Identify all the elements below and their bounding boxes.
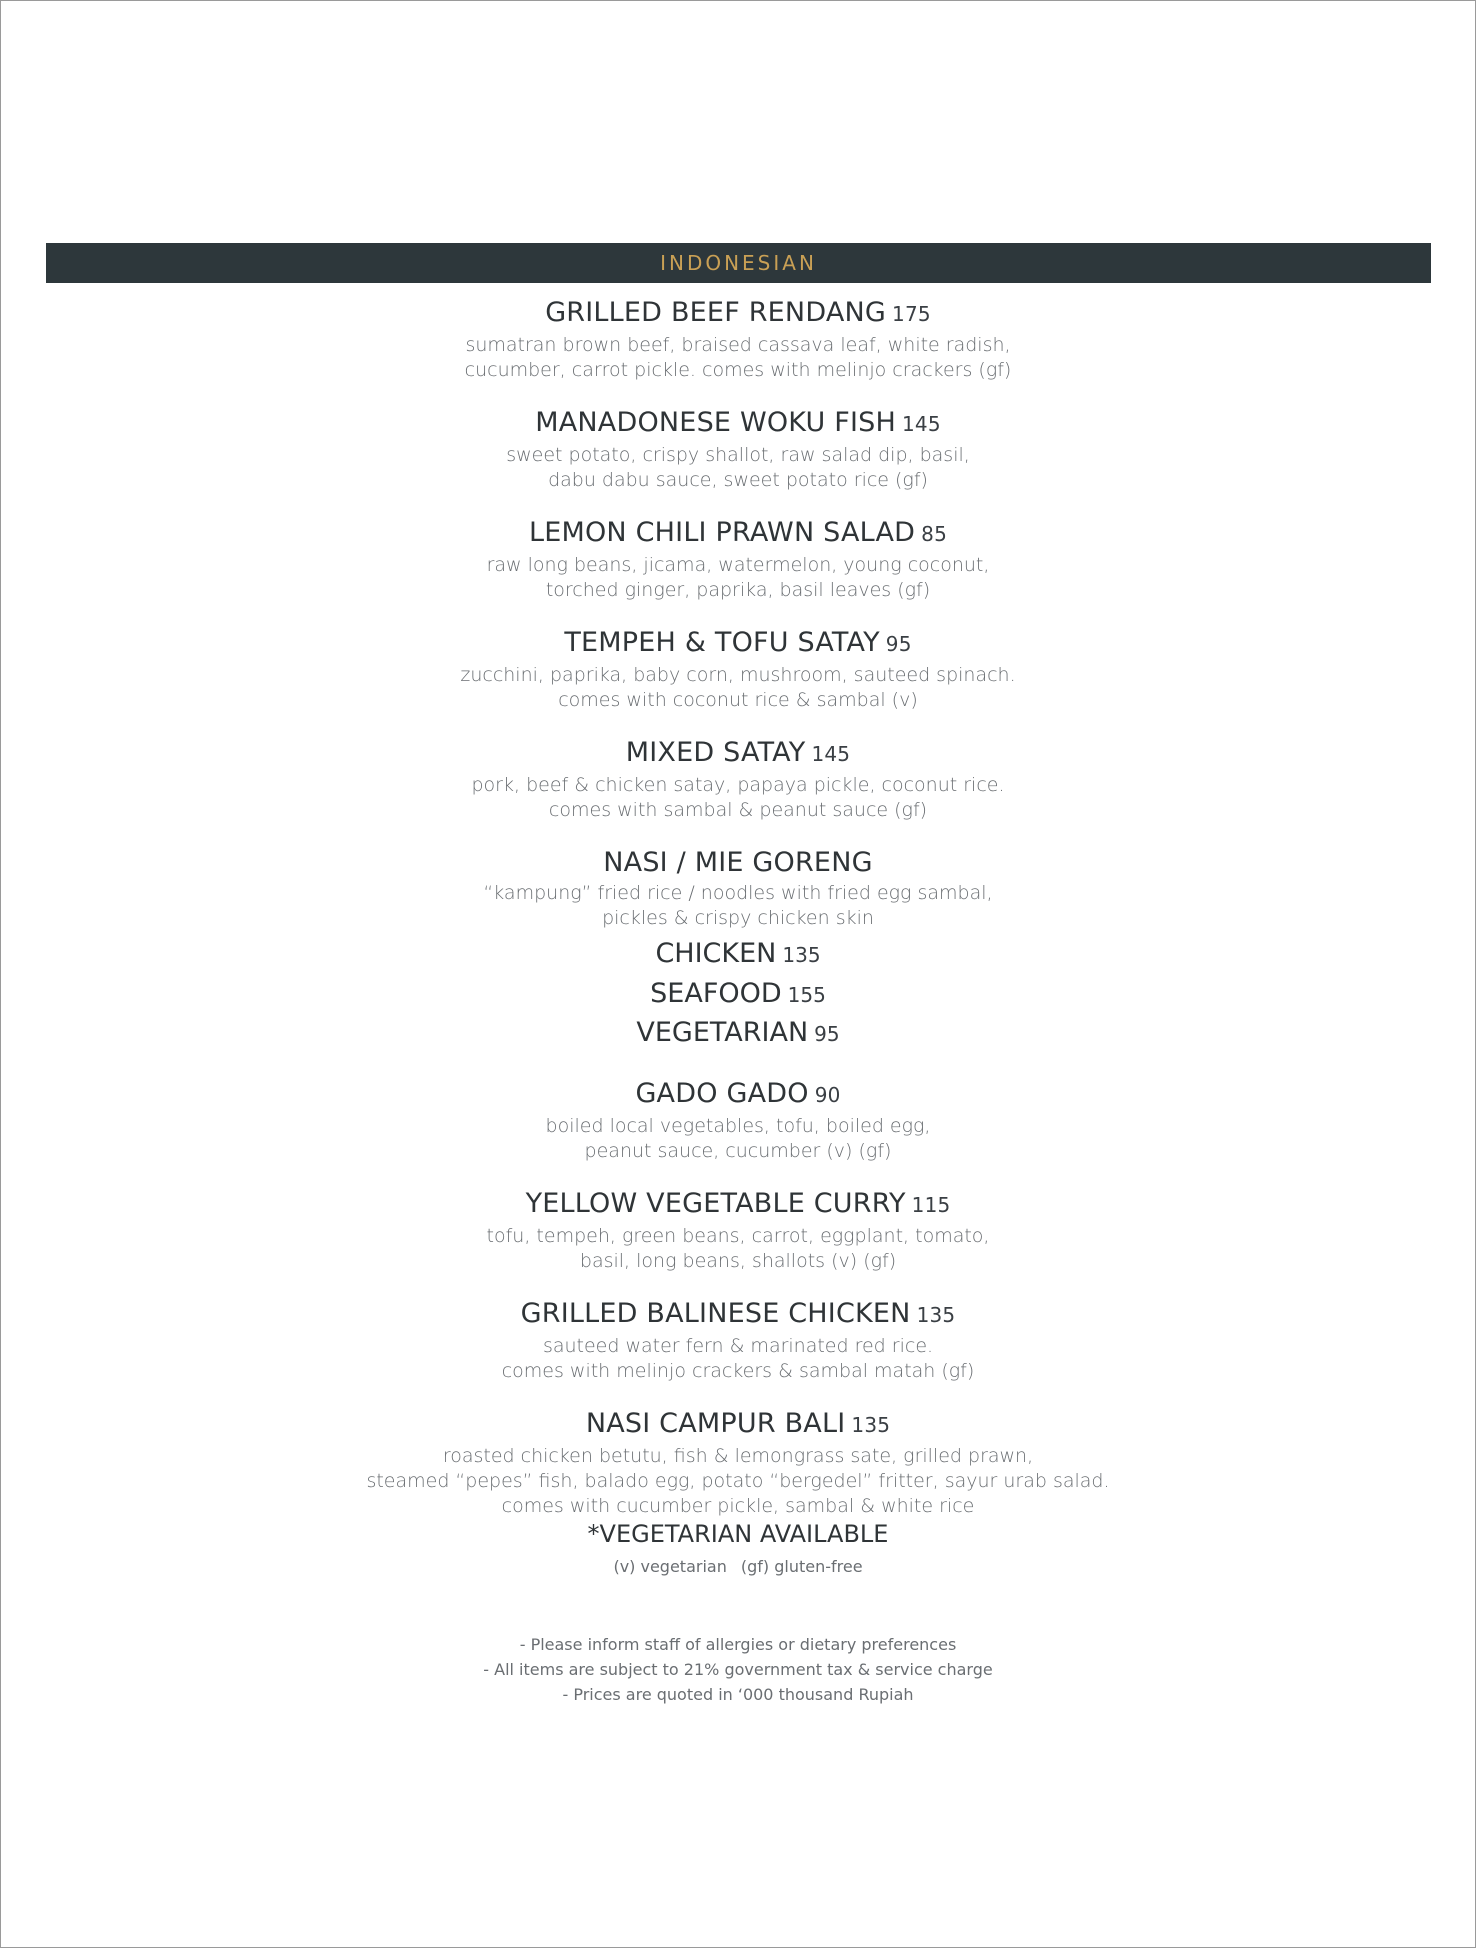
footer-note-line: - Please inform staff of allergies or dietary preferences xyxy=(519,1635,957,1654)
variant-price: 155 xyxy=(787,982,826,1007)
menu-item xyxy=(0,1405,1476,1550)
menu-item-price: 90 xyxy=(814,1082,841,1107)
menu-item-description-line: torched ginger, paprika, basil leaves (gf) xyxy=(545,579,931,601)
menu-item-description-line: steamed “pepes” fish, balado egg, potato “bergedel” fritter, sayur urab salad. xyxy=(366,1469,1110,1492)
menu-item-heading xyxy=(0,624,1476,663)
menu-item-description-line: boiled local vegetables, tofu, boiled egg, xyxy=(545,1114,931,1137)
legend-vegetarian: (v) vegetarian xyxy=(613,1557,727,1576)
menu-item-price: 145 xyxy=(811,742,851,766)
menu-item-heading xyxy=(0,844,1476,881)
menu-item-description-line: pork, beef & chicken satay, papaya pickle, coconut rice. xyxy=(471,774,1005,796)
menu-item-description-line: cucumber, carrot pickle. comes with melinjo crackers (gf) xyxy=(464,359,1012,381)
dietary-legend xyxy=(0,1557,1476,1576)
menu-item-price: 135 xyxy=(851,1412,891,1437)
legend-gluten-free: (gf) gluten-free xyxy=(740,1557,863,1576)
menu-item-heading xyxy=(0,734,1476,773)
section-title: INDONESIAN xyxy=(660,251,817,275)
menu-item-price: 115 xyxy=(911,1192,951,1217)
menu-item-description-line: comes with melinjo crackers & sambal matah (gf) xyxy=(501,1359,975,1382)
menu-item-description-line: comes with cucumber pickle, sambal & white rice xyxy=(501,1494,975,1517)
menu-item-name: TEMPEH & TOFU SATAY xyxy=(564,627,880,658)
menu-item-description-line: sweet potato, crispy shallot, raw salad dip, basil, xyxy=(506,444,970,466)
menu-item-price: 85 xyxy=(921,522,948,546)
menu-item-description-line: roasted chicken betutu, fish & lemongrass sate, grilled prawn, xyxy=(442,1444,1034,1467)
menu-item-name: MANADONESE WOKU FISH xyxy=(535,407,896,438)
variant-name: SEAFOOD xyxy=(650,977,782,1009)
menu-item-description-line: basil, long beans, shallots (v) (gf) xyxy=(579,1249,897,1272)
variant-price: 135 xyxy=(782,943,821,967)
menu-item-name: GADO GADO xyxy=(635,1077,809,1109)
menu-item-name: NASI / MIE GORENG xyxy=(603,847,873,878)
menu-item-description-line: pickles & crispy chicken skin xyxy=(602,907,874,929)
menu-item-name: GRILLED BALINESE CHICKEN xyxy=(520,1297,911,1329)
menu-item-description-line: tofu, tempeh, green beans, carrot, eggplant, tomato, xyxy=(486,1224,990,1247)
variant-name: VEGETARIAN xyxy=(636,1017,809,1048)
footer-note-line: - All items are subject to 21% government tax & service charge xyxy=(483,1660,993,1679)
menu-item-name: MIXED SATAY xyxy=(625,737,806,768)
menu-item-price: 135 xyxy=(916,1302,956,1327)
menu-item-description-line: raw long beans, jicama, watermelon, young coconut, xyxy=(486,554,990,576)
menu-item-variants xyxy=(0,935,1476,1054)
menu-item xyxy=(0,1295,1476,1384)
menu-item-description-line: comes with coconut rice & sambal (v) xyxy=(558,689,918,711)
menu-item-description-line: peanut sauce, cucumber (v) (gf) xyxy=(584,1139,892,1162)
menu-item-heading xyxy=(0,514,1476,553)
menu-item-price: 145 xyxy=(901,412,941,436)
variant-price: 95 xyxy=(814,1022,840,1046)
menu-item-note: *VEGETARIAN AVAILABLE xyxy=(587,1519,889,1548)
variant-name: CHICKEN xyxy=(655,938,777,969)
menu-item-heading xyxy=(0,1185,1476,1224)
menu-item-name: NASI CAMPUR BALI xyxy=(585,1407,846,1439)
menu-item xyxy=(0,844,1476,1054)
menu-item xyxy=(0,734,1476,823)
menu-item-heading xyxy=(0,404,1476,443)
menu-item-variant xyxy=(0,935,1476,975)
section-header-bar xyxy=(46,243,1431,283)
menu-item xyxy=(0,294,1476,383)
menu-item xyxy=(0,514,1476,603)
menu-item-description-line: “kampung” fried rice / noodles with fried egg sambal, xyxy=(483,882,993,904)
menu-item xyxy=(0,1185,1476,1274)
menu-item-description-line: sumatran brown beef, braised cassava leaf, white radish, xyxy=(465,334,1011,356)
menu-item-heading xyxy=(0,1295,1476,1334)
footer-note-line: - Prices are quoted in ‘000 thousand Rupiah xyxy=(562,1685,914,1704)
menu-item-heading xyxy=(0,1075,1476,1114)
menu-item-variant xyxy=(0,975,1476,1015)
menu-item xyxy=(0,1075,1476,1164)
menu-item-name: YELLOW VEGETABLE CURRY xyxy=(525,1187,906,1219)
menu-item-variant xyxy=(0,1014,1476,1054)
menu-item-price: 175 xyxy=(892,302,931,326)
menu-item xyxy=(0,404,1476,493)
menu-item-description-line: dabu dabu sauce, sweet potato rice (gf) xyxy=(548,469,928,491)
menu-item-heading xyxy=(0,294,1476,333)
footer-notes xyxy=(0,1632,1476,1707)
menu-item-name: GRILLED BEEF RENDANG xyxy=(545,297,887,328)
menu-item-price: 95 xyxy=(885,632,912,656)
menu-item xyxy=(0,624,1476,713)
menu-item-description-line: comes with sambal & peanut sauce (gf) xyxy=(548,799,928,821)
menu-item-name: LEMON CHILI PRAWN SALAD xyxy=(528,517,916,548)
menu-list xyxy=(0,294,1476,1571)
menu-item-description-line: zucchini, paprika, baby corn, mushroom, sauteed spinach. xyxy=(460,664,1016,686)
menu-item-heading xyxy=(0,1405,1476,1444)
menu-item-description-line: sauteed water fern & marinated red rice. xyxy=(542,1334,934,1357)
